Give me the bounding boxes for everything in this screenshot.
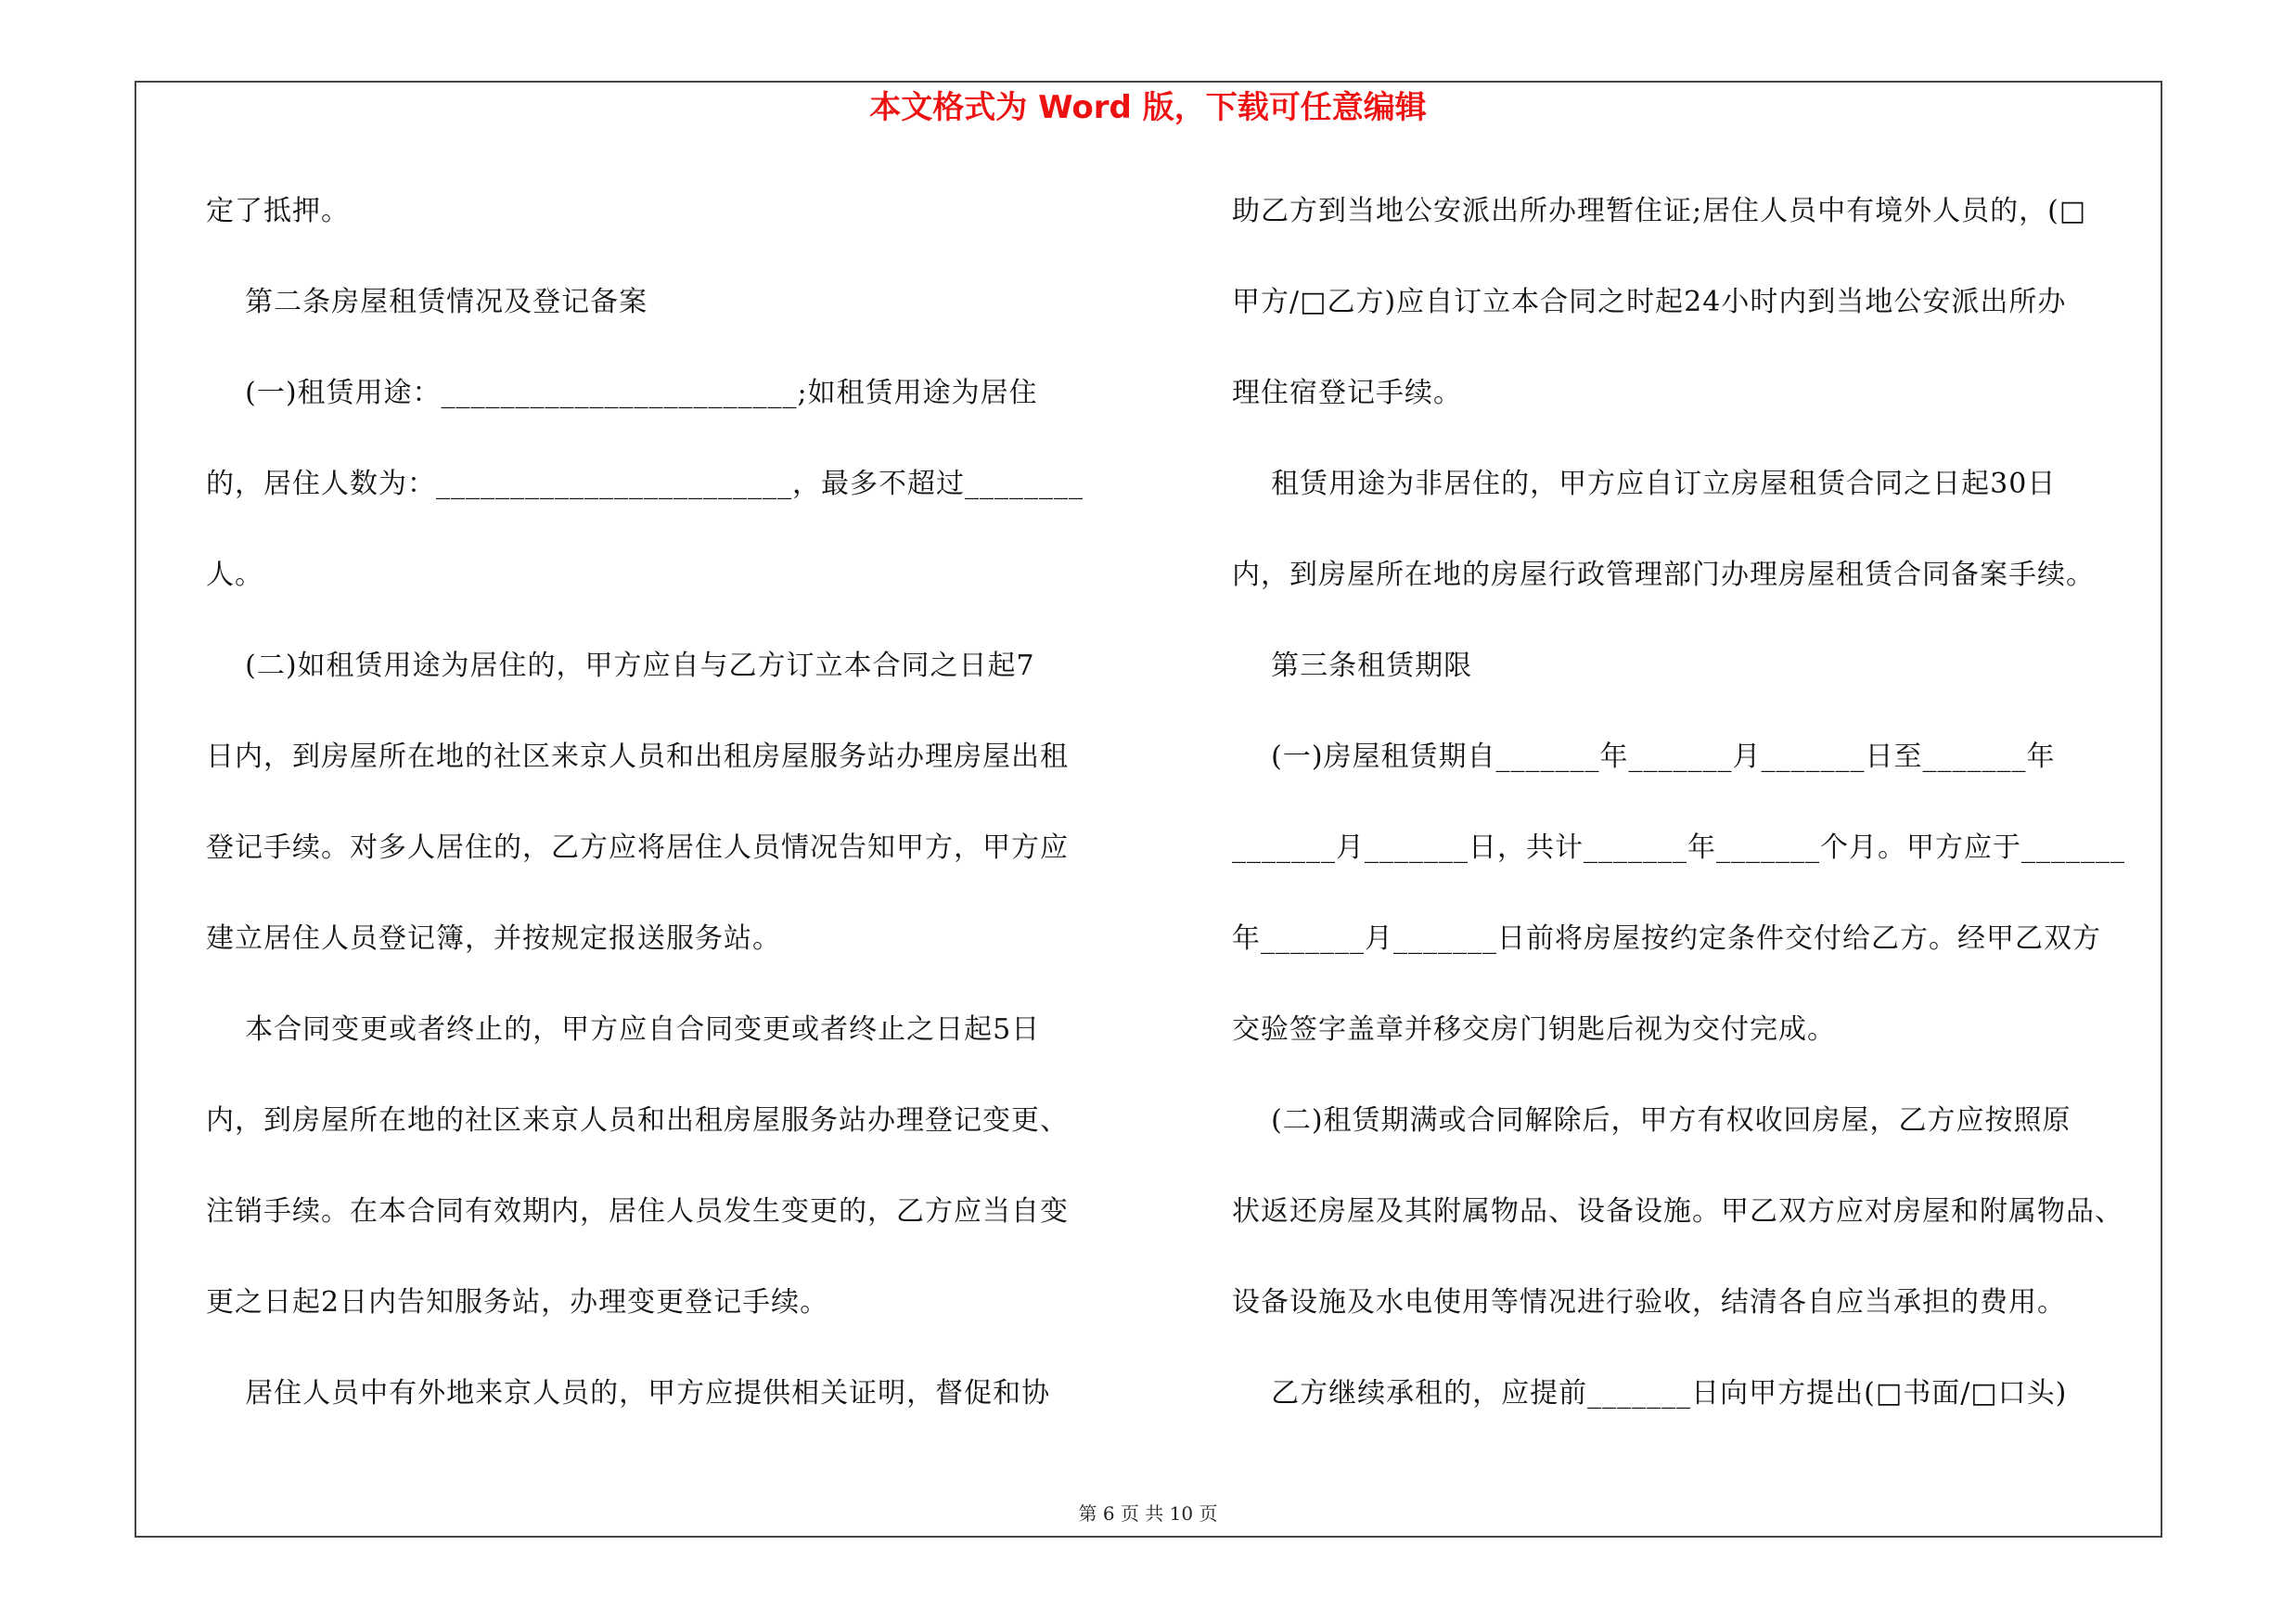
text-line: (二)如租赁用途为居住的，甲方应自与乙方订立本合同之日起7 — [206, 650, 1035, 682]
text-line: 登记手续。对多人居住的，乙方应将居住人员情况告知甲方，甲方应 — [206, 831, 1069, 864]
text-line: 定了抵押。 — [206, 195, 350, 227]
text-line: 交验签字盖章并移交房门钥匙后视为交付完成。 — [1232, 1013, 1836, 1046]
text-line: (二)租赁期满或合同解除后，甲方有权收回房屋，乙方应按照原 — [1232, 1104, 2072, 1137]
text-line: 理住宿登记手续。 — [1232, 377, 1462, 409]
left-column — [206, 184, 1134, 1457]
text-line: 状返还房屋及其附属物品、设备设施。甲乙双方应对房屋和附属物品、 — [1232, 1195, 2123, 1228]
text-line: (一)租赁用途：________________________;如租赁用途为居住 — [206, 377, 1038, 409]
text-line: 年_______月_______日前将房屋按约定条件交付给乙方。经甲乙双方 — [1232, 922, 2101, 955]
text-line: 本合同变更或者终止的，甲方应自合同变更或者终止之日起5日 — [206, 1013, 1041, 1046]
section-heading: 第三条租赁期限 — [1232, 650, 1473, 682]
text-line: 人。 — [206, 559, 263, 591]
text-line: _______月_______日，共计_______年_______个月。甲方应于_______ — [1232, 831, 2125, 864]
text-line: 设备设施及水电使用等情况进行验收，结清各自应当承担的费用。 — [1232, 1286, 2066, 1319]
text-line: 乙方继续承租的，应提前_______日向甲方提出(□书面/□口头) — [1232, 1377, 2068, 1410]
text-line: 注销手续。在本合同有效期内，居住人员发生变更的，乙方应当自变 — [206, 1195, 1069, 1228]
right-column — [1232, 184, 2174, 1457]
word-format-banner: 本文格式为 Word 版，下载可任意编辑 — [869, 89, 1427, 126]
text-line: 建立居住人员登记簿，并按规定报送服务站。 — [206, 922, 781, 955]
section-heading: 第二条房屋租赁情况及登记备案 — [206, 286, 648, 318]
text-line: 内，到房屋所在地的社区来京人员和出租房屋服务站办理登记变更、 — [206, 1104, 1069, 1137]
text-line: 更之日起2日内告知服务站，办理变更登记手续。 — [206, 1286, 829, 1319]
text-line: 的，居住人数为：________________________，最多不超过________ — [206, 468, 1084, 500]
text-line: 租赁用途为非居住的，甲方应自订立房屋租赁合同之日起30日 — [1232, 468, 2057, 500]
text-line: 助乙方到当地公安派出所办理暂住证;居住人员中有境外人员的，(□ — [1232, 195, 2087, 227]
page-number: 第 6 页 共 10 页 — [1078, 1502, 1218, 1525]
text-line: 居住人员中有外地来京人员的，甲方应提供相关证明，督促和协 — [206, 1377, 1051, 1410]
text-line: 日内，到房屋所在地的社区来京人员和出租房屋服务站办理房屋出租 — [206, 741, 1069, 773]
text-line: 内，到房屋所在地的房屋行政管理部门办理房屋租赁合同备案手续。 — [1232, 559, 2095, 591]
text-line: 甲方/□乙方)应自订立本合同之时起24小时内到当地公安派出所办 — [1232, 286, 2067, 318]
text-line: (一)房屋租赁期自_______年_______月_______日至_______年 — [1232, 741, 2056, 773]
